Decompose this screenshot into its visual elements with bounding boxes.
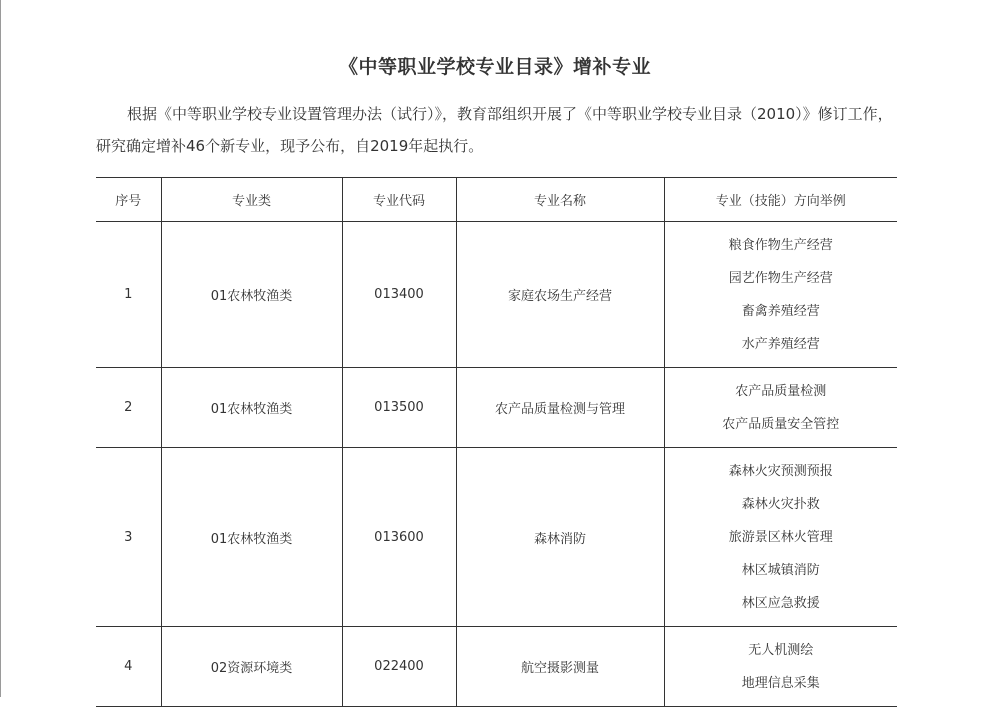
header-code: 专业代码 [342, 178, 456, 222]
majors-table [96, 177, 897, 707]
cell-directions [664, 368, 897, 448]
document-title: 《中等职业学校专业目录》增补专业 [338, 56, 651, 78]
header-row [96, 178, 897, 222]
table-header [96, 178, 897, 222]
cell-name: 农产品质量检测与管理 [456, 368, 664, 448]
header-no: 序号 [96, 178, 161, 222]
cell-category: 01农林牧渔类 [161, 222, 342, 368]
table-row [96, 448, 897, 627]
direction-list [665, 368, 898, 447]
cell-category: 02资源环境类 [161, 627, 342, 707]
page-left-edge [0, 0, 1, 697]
header-category: 专业类 [161, 178, 342, 222]
direction-item: 园艺作物生产经营 [728, 271, 833, 286]
cell-name: 航空摄影测量 [456, 627, 664, 707]
table-row [96, 222, 897, 368]
direction-item: 地理信息采集 [741, 676, 820, 691]
direction-item: 粮食作物生产经营 [728, 238, 833, 253]
direction-item: 水产养殖经营 [741, 337, 820, 352]
direction-list [665, 627, 898, 706]
table-body [96, 222, 897, 707]
table-row [96, 627, 897, 707]
cell-no: 1 [96, 222, 161, 368]
direction-item: 森林火灾预测预报 [728, 464, 833, 479]
direction-item: 林区城镇消防 [741, 563, 820, 578]
cell-category: 01农林牧渔类 [161, 448, 342, 627]
direction-list [665, 222, 898, 367]
cell-name: 森林消防 [456, 448, 664, 627]
direction-list [665, 448, 898, 626]
cell-directions [664, 222, 897, 368]
direction-item: 森林火灾扑救 [741, 497, 820, 512]
cell-no: 2 [96, 368, 161, 448]
direction-item: 农产品质量安全管控 [722, 417, 840, 432]
cell-code: 013400 [342, 222, 456, 368]
cell-no: 3 [96, 448, 161, 627]
cell-code: 022400 [342, 627, 456, 707]
direction-item: 无人机测绘 [748, 643, 814, 658]
cell-name: 家庭农场生产经营 [456, 222, 664, 368]
cell-no: 4 [96, 627, 161, 707]
direction-item: 旅游景区林火管理 [728, 530, 833, 545]
cell-directions [664, 448, 897, 627]
cell-code: 013500 [342, 368, 456, 448]
header-directions: 专业（技能）方向举例 [664, 178, 897, 222]
cell-code: 013600 [342, 448, 456, 627]
header-name: 专业名称 [456, 178, 664, 222]
cell-category: 01农林牧渔类 [161, 368, 342, 448]
intro-paragraph: 根据《中等职业学校专业设置管理办法（试行）》，教育部组织开展了《中等职业学校专业目录（2010）》修订工作，研究确定增补46个新专业，现予公布，自2019年起执行。 [96, 105, 893, 155]
direction-item: 畜禽养殖经营 [741, 304, 820, 319]
cell-directions [664, 627, 897, 707]
table-row [96, 368, 897, 448]
direction-item: 林区应急救援 [741, 596, 820, 611]
direction-item: 农产品质量检测 [735, 384, 827, 399]
